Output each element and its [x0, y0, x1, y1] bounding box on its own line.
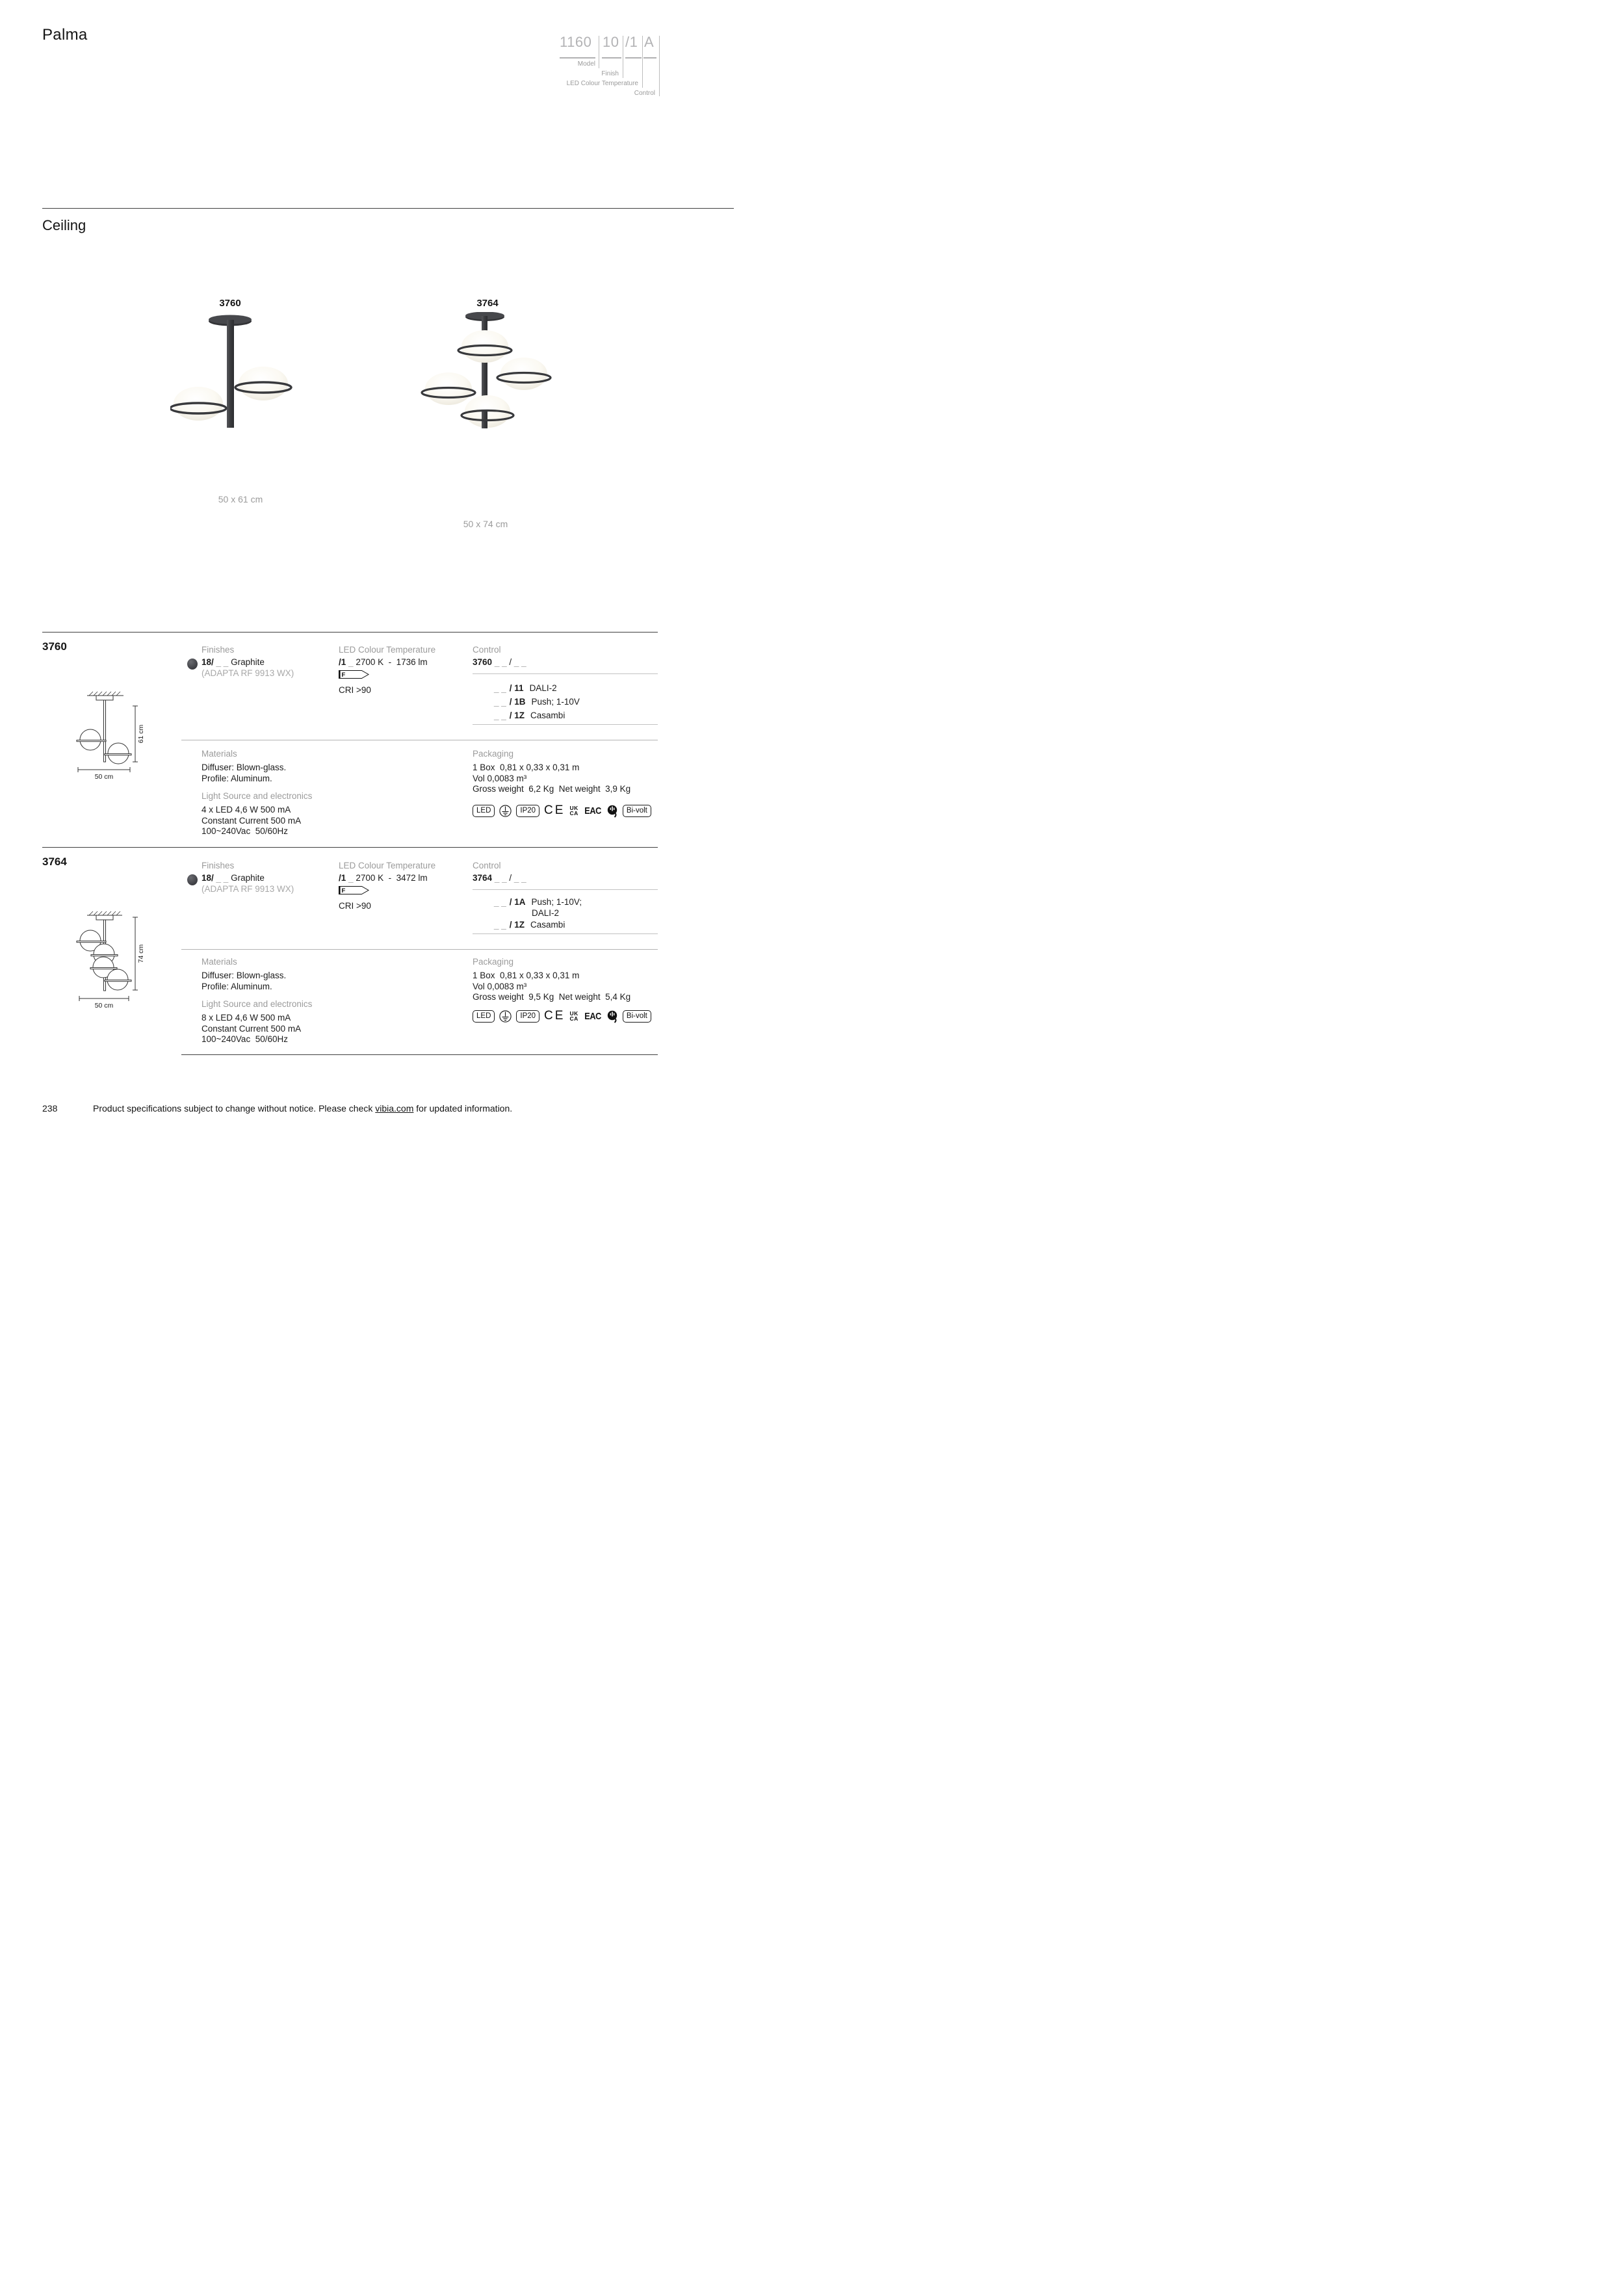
packaging-line: Vol 0,0083 m³ [473, 773, 527, 783]
technical-drawing-3764 [73, 909, 149, 1013]
dim-width-label: 50 cm [94, 773, 114, 781]
dimension-caption-3760: 50 x 61 cm [218, 494, 263, 504]
eac-mark-icon: EAC [584, 1010, 601, 1022]
option-blanks: _ _ [494, 711, 506, 720]
ukca-uk: UK [569, 1010, 578, 1017]
option-blanks: _ _ [494, 897, 506, 907]
ukca-uk: UK [569, 804, 578, 811]
order-code-underline [560, 57, 595, 59]
order-code-underline [602, 57, 621, 59]
material-line: Diffuser: Blown-glass. [201, 763, 287, 772]
earth-ground-icon [499, 1010, 512, 1023]
footer-text-before: Product specifications subject to change without notice. Please check [93, 1103, 376, 1114]
footer-note [93, 1103, 512, 1114]
footer-page-number: 238 [42, 1103, 58, 1114]
ip20-badge-label: IP20 [520, 807, 536, 815]
ua-conformity-icon [607, 1010, 618, 1023]
section-divider [42, 632, 658, 633]
category-heading: Ceiling [42, 217, 86, 233]
option-code: / 1Z [509, 920, 525, 930]
packaging-line: Gross weight 6,2 Kg Net weight 3,9 Kg [473, 784, 631, 794]
finish-swatch [187, 874, 198, 885]
order-code-model: 1160 [560, 34, 592, 50]
finish-blanks: _ _ [216, 657, 229, 667]
option-blanks: _ _ [494, 683, 506, 693]
finish-blanks: _ _ [216, 873, 229, 883]
energy-class-letter: F [341, 887, 346, 894]
section-bottom-rule [181, 1054, 658, 1055]
dim-width-label: 50 cm [94, 1002, 114, 1010]
order-code-led: /1 [625, 34, 638, 50]
light-source-line: Constant Current 500 mA [201, 815, 302, 826]
dimension-caption-3764: 50 x 74 cm [463, 519, 508, 529]
light-source-line: Constant Current 500 mA [201, 1023, 302, 1034]
light-source-line: 100~240Vac 50/60Hz [201, 1034, 288, 1044]
materials-heading: Materials [201, 749, 237, 759]
material-line: Profile: Aluminum. [201, 773, 272, 783]
energy-label-arrow [339, 886, 369, 894]
eac-mark-icon: EAC [584, 805, 601, 816]
bivolt-badge [623, 805, 651, 817]
packaging-line: Gross weight 9,5 Kg Net weight 5,4 Kg [473, 992, 631, 1002]
control-option [494, 697, 580, 707]
ip20-badge [516, 1010, 539, 1023]
led-blanks: _ [348, 657, 354, 667]
light-source-line: 4 x LED 4,6 W 500 mA [201, 805, 291, 815]
option-code: / 11 [509, 683, 524, 693]
control-model-code: 3764 [473, 873, 493, 883]
product-photo-3760 [170, 314, 331, 496]
control-blanks2: _ _ [513, 657, 526, 667]
option-code: / 1Z [509, 711, 525, 720]
finish-name: Graphite [231, 657, 265, 667]
footer-text-after: for updated information. [413, 1103, 513, 1114]
led-value: 2700 K - 1736 lm [356, 657, 428, 667]
order-code-finish: 10 [603, 34, 619, 50]
energy-label-arrow [339, 670, 369, 679]
packaging-line: Vol 0,0083 m³ [473, 981, 527, 991]
control-option [494, 683, 557, 693]
finish-line [201, 657, 265, 668]
led-blanks: _ [348, 873, 354, 883]
finishes-heading: Finishes [201, 861, 235, 870]
technical-drawing-3760 [73, 690, 149, 783]
row-divider [181, 949, 658, 950]
order-code-underline [643, 57, 656, 59]
energy-class-letter: F [341, 672, 346, 679]
led-badge [473, 1010, 495, 1023]
order-code-label-control: Control [634, 90, 655, 97]
led-code: /1 [339, 657, 346, 667]
control-underline [473, 889, 658, 890]
ip20-badge-label: IP20 [520, 1012, 536, 1020]
packaging-heading: Packaging [473, 957, 514, 967]
led-badge-label: LED [476, 1012, 491, 1020]
ukca-mark-icon [569, 1011, 578, 1022]
led-heading: LED Colour Temperature [339, 645, 436, 655]
finish-note: (ADAPTA RF 9913 WX) [201, 668, 294, 678]
light-source-line: 100~240Vac 50/60Hz [201, 826, 288, 836]
option-name: Casambi [530, 711, 565, 720]
ce-mark-icon: CE [544, 1009, 565, 1023]
light-source-line: 8 x LED 4,6 W 500 mA [201, 1013, 291, 1023]
certification-icons [473, 1009, 651, 1023]
control-code [473, 657, 526, 668]
order-code-control: A [644, 34, 655, 50]
ukca-ca: CA [569, 1015, 578, 1022]
packaging-line: 1 Box 0,81 x 0,33 x 0,31 m [473, 971, 580, 980]
page-title: Palma [42, 26, 88, 44]
packaging-heading: Packaging [473, 749, 514, 759]
control-option [494, 920, 565, 930]
section-divider [42, 847, 658, 848]
light-source-heading: Light Source and electronics [201, 791, 313, 801]
control-option [494, 897, 582, 907]
option-name: Push; 1-10V [531, 697, 580, 707]
control-heading: Control [473, 645, 501, 655]
control-blanks2: _ _ [513, 873, 526, 883]
material-line: Profile: Aluminum. [201, 981, 272, 991]
led-line [339, 873, 428, 884]
ukca-mark-icon [569, 805, 578, 816]
control-slash: / [509, 873, 512, 883]
bivolt-badge [623, 1010, 651, 1023]
control-model-code: 3760 [473, 657, 493, 667]
ce-mark-icon: CE [544, 803, 565, 817]
order-code-label-model: Model [577, 60, 595, 68]
footer-link[interactable]: vibia.com [375, 1103, 414, 1114]
control-blanks1: _ _ [494, 657, 507, 667]
order-code-label-led: LED Colour Temperature [566, 80, 638, 87]
control-code [473, 873, 526, 884]
option-blanks: _ _ [494, 920, 506, 930]
dim-height-label: 61 cm [137, 724, 145, 744]
led-badge-label: LED [476, 807, 491, 815]
option-blanks: _ _ [494, 697, 506, 707]
packaging-line: 1 Box 0,81 x 0,33 x 0,31 m [473, 763, 580, 772]
finish-note: (ADAPTA RF 9913 WX) [201, 884, 294, 894]
materials-heading: Materials [201, 957, 237, 967]
finish-name: Graphite [231, 873, 265, 883]
led-line [339, 657, 428, 668]
catalog-page [0, 0, 812, 1148]
control-slash: / [509, 657, 512, 667]
order-code-separator [659, 36, 660, 96]
order-code-label-finish: Finish [601, 70, 619, 77]
control-bottom-line [473, 724, 658, 725]
option-name: Casambi [530, 920, 565, 930]
ukca-ca: CA [569, 810, 578, 816]
material-line: Diffuser: Blown-glass. [201, 971, 287, 980]
order-code-underline [625, 57, 642, 59]
finish-code: 18/ [201, 873, 214, 883]
ua-conformity-icon [607, 804, 618, 818]
option-name: DALI-2 [529, 683, 557, 693]
control-option-name-line2: DALI-2 [532, 908, 560, 918]
finish-line [201, 873, 265, 884]
finishes-heading: Finishes [201, 645, 235, 655]
section-model-3760: 3760 [42, 640, 67, 653]
finish-swatch [187, 659, 198, 670]
order-code-separator [642, 36, 643, 88]
light-source-heading: Light Source and electronics [201, 999, 313, 1009]
led-value: 2700 K - 3472 lm [356, 873, 428, 883]
option-code: / 1B [509, 697, 526, 707]
certification-icons [473, 803, 651, 818]
cri-value: CRI >90 [339, 685, 371, 695]
bivolt-badge-label: Bi-volt [626, 1012, 647, 1020]
section-model-3764: 3764 [42, 855, 67, 868]
led-heading: LED Colour Temperature [339, 861, 436, 870]
product-photo-3764 [419, 312, 578, 442]
earth-ground-icon [499, 804, 512, 818]
control-heading: Control [473, 861, 501, 870]
finish-code: 18/ [201, 657, 214, 667]
led-code: /1 [339, 873, 346, 883]
section-divider [42, 208, 734, 209]
control-underline [473, 673, 658, 674]
figure-label-3764: 3764 [476, 298, 499, 309]
control-bottom-line [473, 933, 658, 934]
cri-value: CRI >90 [339, 901, 371, 911]
figure-label-3760: 3760 [219, 298, 241, 309]
control-option [494, 711, 565, 720]
ip20-badge [516, 805, 539, 817]
dim-height-label: 74 cm [137, 944, 145, 963]
control-blanks1: _ _ [494, 873, 507, 883]
option-name: Push; 1-10V; [531, 897, 582, 907]
led-badge [473, 805, 495, 817]
bivolt-badge-label: Bi-volt [626, 807, 647, 815]
option-code: / 1A [509, 897, 526, 907]
